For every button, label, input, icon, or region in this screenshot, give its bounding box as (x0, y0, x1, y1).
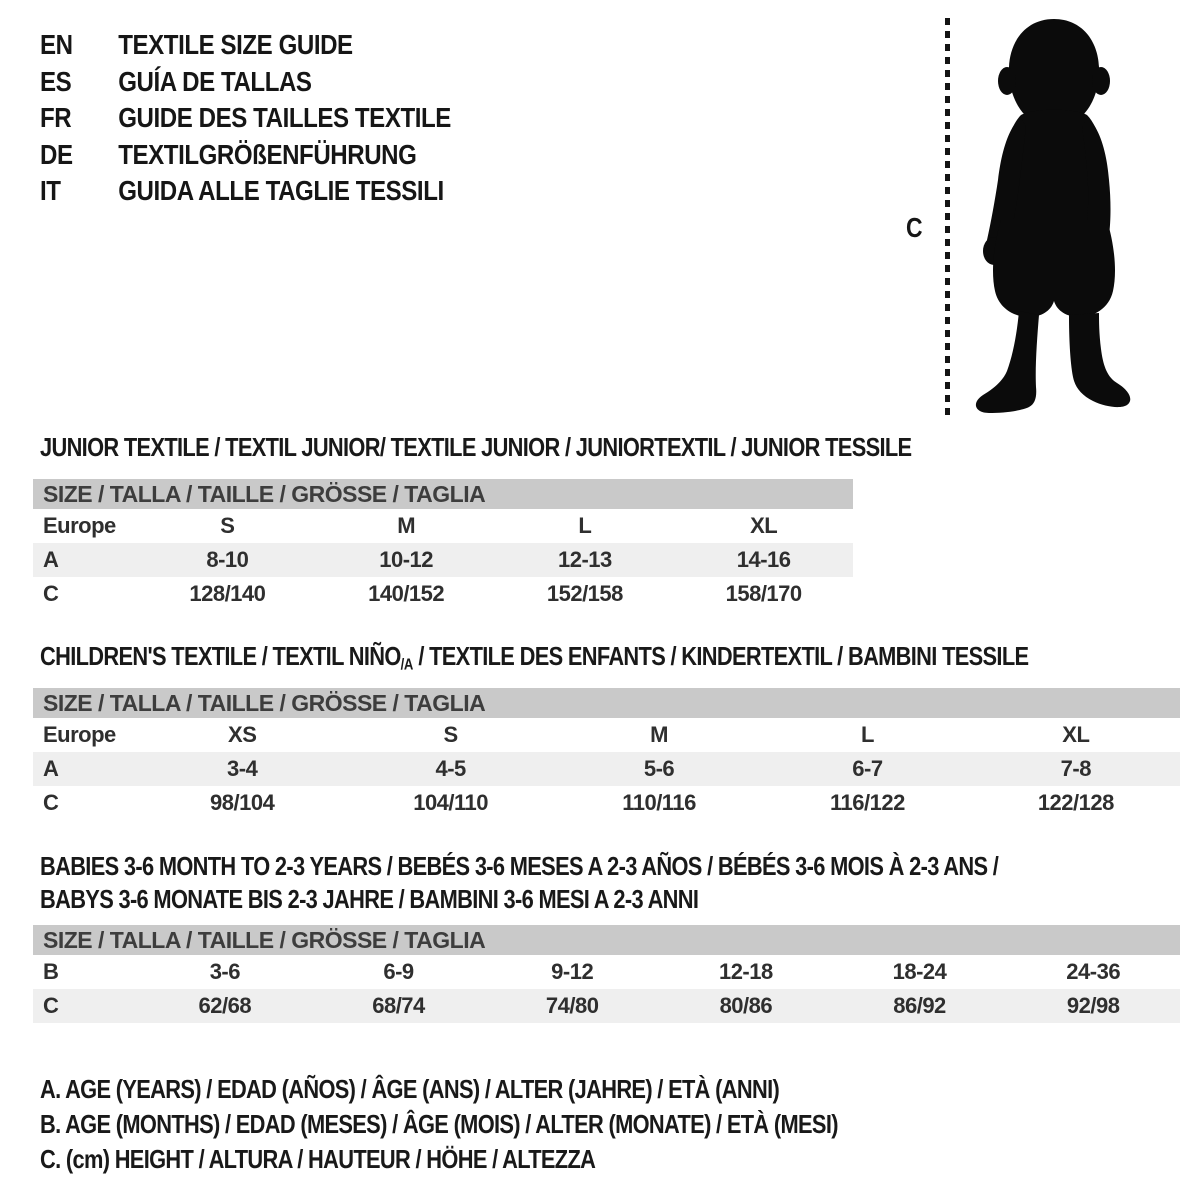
table-cell: 116/122 (830, 790, 905, 815)
table-cell: 6-9 (383, 959, 414, 984)
table-header: SIZE / TALLA / TAILLE / GRÖSSE / TAGLIA (33, 479, 853, 509)
guide-title: TEXTILGRÖßENFÜHRUNG (118, 138, 417, 170)
section-title-babies-line2: BABYS 3-6 MONATE BIS 2-3 JAHRE / BAMBINI 3-6 MESI A 2-3 ANNI (40, 884, 699, 914)
row-label: C (43, 790, 59, 815)
language-row (40, 137, 451, 174)
language-code: DE (40, 138, 73, 170)
table-row (33, 786, 1180, 820)
legend-line-b: B. AGE (MONTHS) / EDAD (MESES) / ÂGE (MOIS) / ALTER (MONATE) / ETÀ (MESI) (40, 1109, 838, 1139)
table-cell: 98/104 (210, 790, 275, 815)
table-row (33, 577, 853, 611)
section-title-children (40, 641, 1028, 674)
table-cell: XS (228, 722, 257, 747)
table-cell: 158/170 (725, 581, 802, 606)
table-cell: 110/116 (622, 790, 696, 815)
height-measure-label: C (906, 212, 923, 243)
guide-title: GUIDA ALLE TAGLIE TESSILI (118, 175, 444, 206)
row-label: A (43, 756, 59, 781)
table-cell: XL (750, 513, 778, 538)
row-label: A (43, 547, 59, 572)
section-title-junior: JUNIOR TEXTILE / TEXTIL JUNIOR/ TEXTILE JUNIOR / JUNIORTEXTIL / JUNIOR TESSILE (40, 432, 912, 462)
babies-size-table (33, 925, 1180, 1023)
table-cell: 8-10 (206, 547, 249, 572)
table-cell: 68/74 (372, 993, 425, 1018)
table-cell: 6-7 (852, 756, 883, 781)
language-code: EN (40, 29, 73, 60)
section-title-subscript: /A (400, 656, 413, 674)
table-cell: 18-24 (892, 959, 947, 984)
table-cell: L (860, 722, 874, 747)
language-row (40, 64, 451, 101)
table-cell: 80/86 (719, 993, 773, 1018)
table-cell: 152/158 (546, 581, 623, 606)
language-title-block (40, 27, 518, 210)
table-header: SIZE / TALLA / TAILLE / GRÖSSE / TAGLIA (33, 688, 1180, 718)
table-row (33, 543, 853, 577)
table-cell: 104/110 (413, 790, 489, 815)
table-cell: 4-5 (435, 756, 466, 781)
language-code: FR (40, 102, 72, 133)
section-title-babies-line1: BABIES 3-6 MONTH TO 2-3 YEARS / BEBÉS 3-6 MESES A 2-3 AÑOS / BÉBÉS 3-6 MOIS À 2-3 ANS / (40, 851, 999, 881)
toddler-silhouette-icon (963, 14, 1145, 420)
table-cell: 9-12 (551, 959, 594, 984)
table-cell: 24-36 (1066, 959, 1121, 984)
guide-title: GUIDE DES TAILLES TEXTILE (118, 102, 451, 133)
table-cell: 3-4 (227, 756, 258, 781)
table-cell: S (220, 513, 235, 538)
table-cell: 5-6 (643, 756, 675, 781)
row-label: C (43, 581, 59, 606)
table-cell: 14-16 (736, 547, 791, 572)
table-cell: 92/98 (1066, 993, 1120, 1018)
table-row (33, 955, 1180, 989)
guide-title: GUÍA DE TALLAS (118, 65, 312, 97)
table-cell: 3-6 (209, 959, 240, 984)
table-cell: 10-12 (379, 547, 434, 572)
table-cell: 86/92 (893, 993, 946, 1018)
table-row (33, 752, 1180, 786)
height-measure-dashed-line (945, 18, 950, 416)
language-code: IT (40, 175, 61, 206)
table-header: SIZE / TALLA / TAILLE / GRÖSSE / TAGLIA (33, 925, 1180, 955)
children-size-table (33, 688, 1180, 820)
table-cell: 62/68 (198, 993, 252, 1018)
row-label: Europe (43, 722, 116, 747)
table-cell: 122/128 (1037, 790, 1114, 815)
language-row (40, 173, 451, 210)
table-row (33, 509, 853, 543)
row-label: C (43, 993, 59, 1018)
legend-line-a: A. AGE (YEARS) / EDAD (AÑOS) / ÂGE (ANS) / ALTER (JAHRE) / ETÀ (ANNI) (40, 1074, 780, 1104)
table-cell: S (443, 722, 458, 747)
row-label: B (43, 959, 59, 984)
table-cell: 74/80 (545, 993, 599, 1018)
table-cell: XL (1062, 722, 1090, 747)
guide-title: TEXTILE SIZE GUIDE (118, 29, 353, 60)
section-title-part: / TEXTILE DES ENFANTS / KINDERTEXTIL / BAMBINI TESSILE (412, 641, 1029, 671)
table-cell: 140/152 (368, 581, 445, 606)
table-cell: M (650, 722, 668, 747)
table-cell: L (578, 513, 592, 538)
table-row (33, 989, 1180, 1023)
table-cell: 12-18 (718, 959, 773, 984)
language-row (40, 100, 451, 137)
junior-size-table (33, 479, 853, 611)
table-cell: M (397, 513, 416, 538)
table-row (33, 718, 1180, 752)
table-cell: 7-8 (1060, 756, 1091, 781)
language-row (40, 27, 451, 64)
table-cell: 128/140 (189, 581, 266, 606)
section-title-part: CHILDREN'S TEXTILE / TEXTIL NIÑO (40, 641, 401, 671)
table-cell: 12-13 (557, 547, 612, 572)
legend-line-c: C. (cm) HEIGHT / ALTURA / HAUTEUR / HÖHE / ALTEZZA (40, 1144, 596, 1174)
row-label: Europe (43, 513, 116, 538)
language-code: ES (40, 65, 72, 97)
